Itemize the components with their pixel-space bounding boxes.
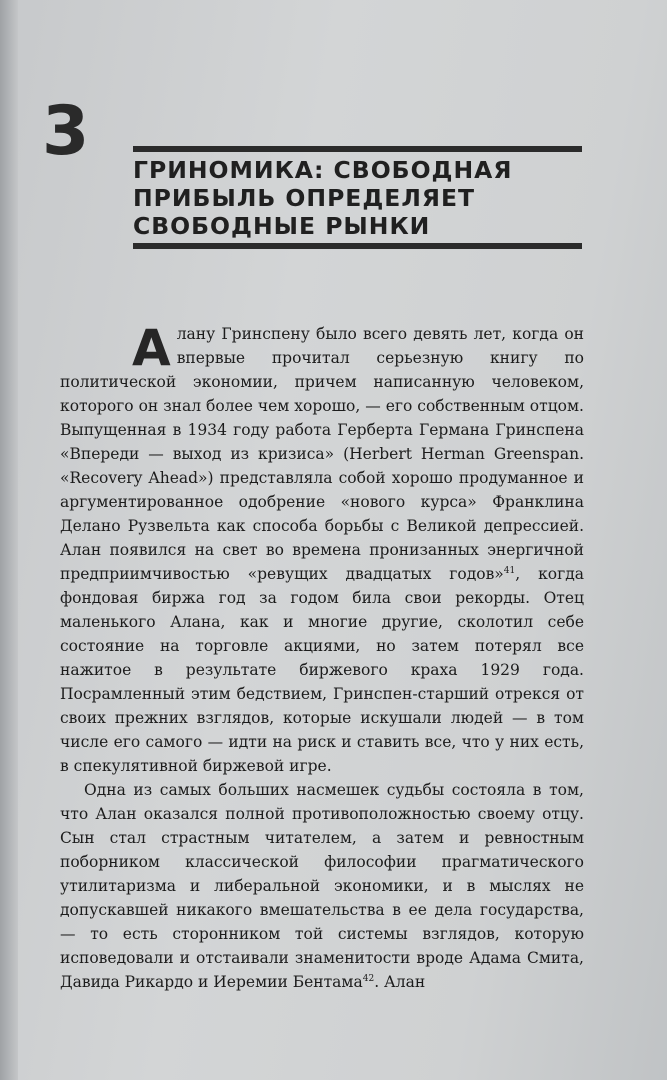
paragraph-2-text: Одна из самых больших насмешек судьбы состояла в том, что Алан оказался полной противоположностью своему отцу. Сын стал страстным читателем, а затем и ревностным поборником классической философии прагматического утилитаризма и либеральной экономики, и в мыслях не допускавшей никакого вмешательства в ее дела государства, — то есть сторонником той системы взглядов, которую исповедовали и отстаивали знаменитости вроде Адама Смита, Давида Рикардо и Иеремии Бентама [60, 781, 584, 991]
paragraph-1-text: лану Гринспену было всего девять лет, когда он впервые прочитал серьезную книгу по политической экономии, причем написанную человеком, которого он знал более чем хорошо, — его собственным отцом. Выпущенная в 1934 году работа Герберта Германа Гринспена «Впереди — выход из кризиса» (Herbert Herman Greenspan. «Recovery Ahead») представляла собой хорошо продуманное и аргументированное одобрение «нового курса» Франклина Делано Рузвельта как способа борьбы с Великой депрессией. Алан появился на свет во времена пронизанных энергичной предприимчивостью «ревущих двадцатых годов» [60, 325, 584, 583]
paragraph-2-text-cont: . Алан [374, 973, 426, 991]
paragraph-1 [60, 319, 584, 778]
chapter-title-line: ПРИБЫЛЬ ОПРЕДЕЛЯЕТ [133, 184, 476, 212]
paragraph-2 [60, 778, 584, 994]
footnote-ref: 41 [503, 565, 516, 576]
chapter-title-line: СВОБОДНЫЕ РЫНКИ [133, 212, 431, 240]
title-rule-top [133, 146, 582, 152]
chapter-title [133, 156, 583, 240]
title-rule-bottom [133, 243, 582, 249]
drop-cap: А [132, 319, 171, 377]
chapter-title-line: ГРИНОМИКА: СВОБОДНАЯ [133, 156, 513, 184]
page-gutter-shadow [0, 0, 18, 1080]
chapter-number: 3 [42, 92, 90, 171]
footnote-ref: 42 [362, 973, 375, 984]
paragraph-1-text-cont: , когда фондовая биржа год за годом била свои рекорды. Отец маленького Алана, как и многие другие, сколотил себе состояние на торговле акциями, но затем потерял все нажитое в результате биржевого краха 1929 года. Посрамленный этим бедствием, Гринспен-старший отрекся от своих прежних взглядов, которые искушали людей — в том числе его самого — идти на риск и ставить все, что у них есть, в спекулятивной биржевой игре. [60, 565, 584, 775]
body-text [60, 319, 584, 994]
